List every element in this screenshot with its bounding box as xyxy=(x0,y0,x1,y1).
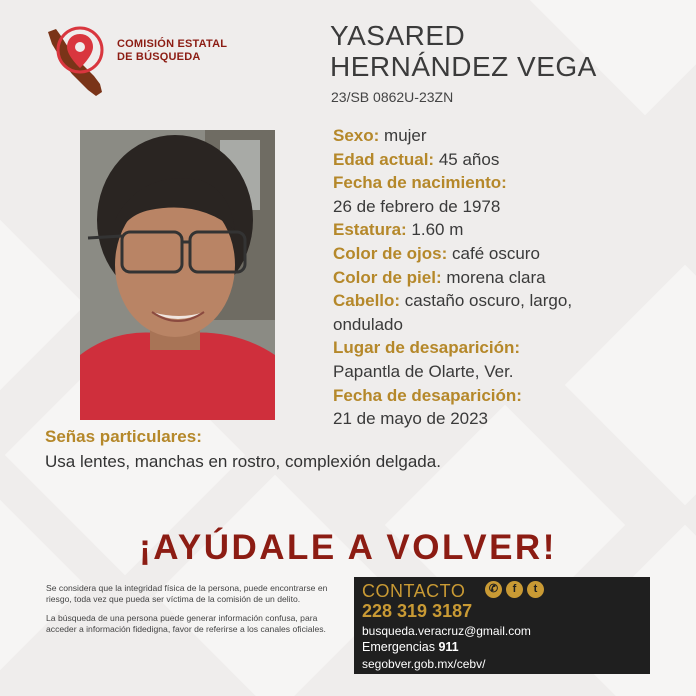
emergency-number[interactable]: 911 xyxy=(438,640,459,654)
detail-nacimiento: 26 de febrero de 1978 xyxy=(333,196,501,216)
detail-cabello-cont: ondulado xyxy=(333,314,403,334)
detail-ojos: Color de ojos: café oscuro xyxy=(333,243,540,263)
logo-line-1: COMISIÓN ESTATAL xyxy=(117,38,228,50)
contact-phone[interactable]: 228 319 3187 xyxy=(362,601,473,621)
detail-edad: Edad actual: 45 años xyxy=(333,149,500,169)
whatsapp-icon[interactable]: ✆ xyxy=(485,581,502,598)
detail-lugar-label: Lugar de desaparición: xyxy=(333,338,521,358)
contact-email[interactable]: busqueda.veracruz@gmail.com xyxy=(362,624,531,638)
disclaimer xyxy=(46,583,344,643)
detail-sexo: Sexo: mujer xyxy=(333,126,427,145)
detail-fecha-label: Fecha de desaparición: xyxy=(333,385,522,405)
contact-title: CONTACTO xyxy=(362,581,466,601)
senas-label: Señas particulares: xyxy=(45,427,202,446)
contact-website[interactable]: segobver.gob.mx/cebv/ xyxy=(362,657,486,671)
detail-lugar: Papantla de Olarte, Ver. xyxy=(333,361,514,381)
person-name xyxy=(330,20,597,82)
detail-fecha: 21 de mayo de 2023 xyxy=(333,409,489,429)
detail-estatura: Estatura: 1.60 m xyxy=(333,220,464,240)
logo-line-2: DE BÚSQUEDA xyxy=(117,51,201,63)
call-to-action: ¡AYÚDALE A VOLVER! xyxy=(139,528,557,567)
logo xyxy=(44,26,244,98)
detail-piel: Color de piel: morena clara xyxy=(333,267,546,287)
social-icons xyxy=(485,581,548,601)
detail-nacimiento-label: Fecha de nacimiento: xyxy=(333,173,507,193)
disclaimer-p1: Se considera que la integridad física de la persona, puede encontrarse en riesgo, toda vez que pueda ser víctima de la comisión de un delito. xyxy=(46,583,328,604)
last-name: HERNÁNDEZ VEGA xyxy=(330,51,597,82)
senas-text: Usa lentes, manchas en rostro, complexión delgada. xyxy=(45,452,441,471)
disclaimer-p2: La búsqueda de una persona puede generar información confusa, para acceder a información fidedigna, favor de referirse a los canales oficiales. xyxy=(46,613,326,634)
first-name: YASARED xyxy=(330,20,466,51)
contact-box xyxy=(354,577,650,674)
emergency-line: Emergencias 911 xyxy=(362,640,459,654)
detail-cabello: Cabello: castaño oscuro, largo, xyxy=(333,291,573,311)
twitter-icon[interactable]: t xyxy=(527,581,544,598)
person-photo xyxy=(80,130,275,420)
folio-number: 23/SB 0862U-23ZN xyxy=(331,89,454,105)
logo-text xyxy=(117,38,227,64)
person-details xyxy=(333,124,572,431)
facebook-icon[interactable]: f xyxy=(506,581,523,598)
state-map-icon xyxy=(44,26,114,98)
